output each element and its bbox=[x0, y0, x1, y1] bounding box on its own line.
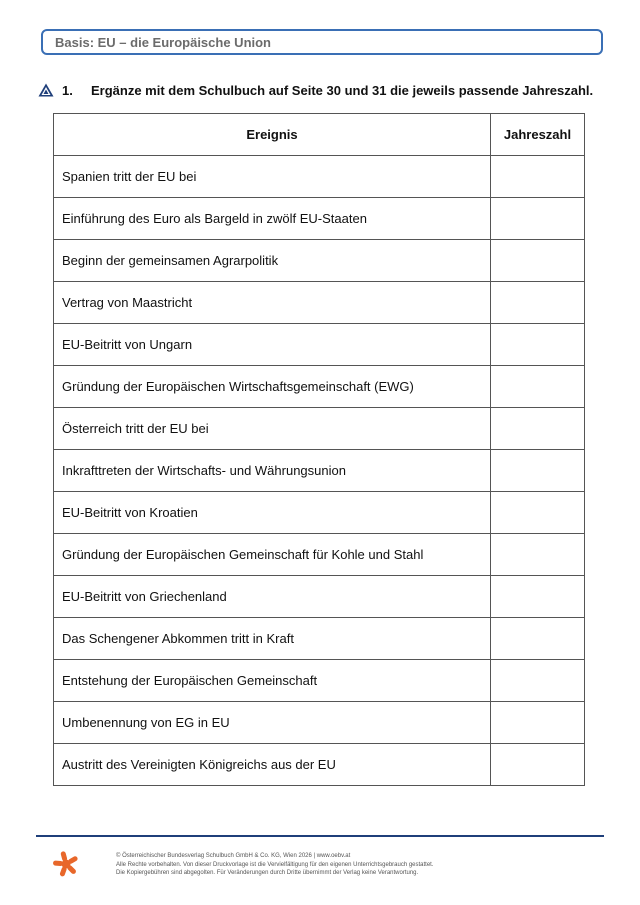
footer-line: © Österreichischer Bundesverlag Schulbuch GmbH & Co. KG, Wien 2026 | www.oebv.at bbox=[116, 853, 351, 859]
task-instruction bbox=[38, 83, 608, 101]
event-cell: Gründung der Europäischen Gemeinschaft für Kohle und Stahl bbox=[54, 534, 491, 576]
year-answer-cell[interactable] bbox=[491, 744, 585, 786]
footer-line: Die Kopiergebühren sind abgegolten. Für Veränderungen durch Dritte übernimmt der Verlag keine Verantwortung. bbox=[116, 870, 419, 876]
table-row bbox=[54, 744, 585, 786]
year-answer-cell[interactable] bbox=[491, 618, 585, 660]
year-answer-cell[interactable] bbox=[491, 324, 585, 366]
event-cell: Entstehung der Europäischen Gemeinschaft bbox=[54, 660, 491, 702]
table-row bbox=[54, 660, 585, 702]
year-answer-cell[interactable] bbox=[491, 450, 585, 492]
footer-divider bbox=[36, 835, 604, 837]
event-cell: Das Schengener Abkommen tritt in Kraft bbox=[54, 618, 491, 660]
table-row bbox=[54, 534, 585, 576]
column-header-year: Jahreszahl bbox=[491, 114, 585, 156]
year-answer-cell[interactable] bbox=[491, 282, 585, 324]
event-cell: Austritt des Vereinigten Königreichs aus der EU bbox=[54, 744, 491, 786]
event-cell: Inkrafttreten der Wirtschafts- und Währungsunion bbox=[54, 450, 491, 492]
table-row bbox=[54, 240, 585, 282]
warning-triangle-icon bbox=[38, 83, 54, 97]
table-header-row bbox=[54, 114, 585, 156]
table-row bbox=[54, 492, 585, 534]
year-answer-cell[interactable] bbox=[491, 702, 585, 744]
table-row bbox=[54, 156, 585, 198]
year-answer-cell[interactable] bbox=[491, 156, 585, 198]
event-cell: Vertrag von Maastricht bbox=[54, 282, 491, 324]
footer-copyright bbox=[116, 852, 434, 878]
table-row bbox=[54, 366, 585, 408]
event-cell: Österreich tritt der EU bei bbox=[54, 408, 491, 450]
year-answer-cell[interactable] bbox=[491, 660, 585, 702]
event-cell: Gründung der Europäischen Wirtschaftsgemeinschaft (EWG) bbox=[54, 366, 491, 408]
task-number: 1. bbox=[62, 83, 73, 98]
year-answer-cell[interactable] bbox=[491, 198, 585, 240]
year-answer-cell[interactable] bbox=[491, 492, 585, 534]
table-row bbox=[54, 576, 585, 618]
table-row bbox=[54, 282, 585, 324]
year-answer-cell[interactable] bbox=[491, 534, 585, 576]
worksheet-title: Basis: EU – die Europäische Union bbox=[55, 35, 271, 50]
table-row bbox=[54, 198, 585, 240]
event-cell: Beginn der gemeinsamen Agrarpolitik bbox=[54, 240, 491, 282]
year-answer-cell[interactable] bbox=[491, 408, 585, 450]
event-cell: EU-Beitritt von Ungarn bbox=[54, 324, 491, 366]
event-cell: EU-Beitritt von Griechenland bbox=[54, 576, 491, 618]
event-cell: Einführung des Euro als Bargeld in zwölf EU-Staaten bbox=[54, 198, 491, 240]
worksheet-header bbox=[41, 29, 603, 55]
year-answer-cell[interactable] bbox=[491, 366, 585, 408]
table-row bbox=[54, 408, 585, 450]
column-header-event: Ereignis bbox=[54, 114, 491, 156]
events-table bbox=[53, 113, 585, 786]
event-cell: EU-Beitritt von Kroatien bbox=[54, 492, 491, 534]
table-row bbox=[54, 450, 585, 492]
table-row bbox=[54, 324, 585, 366]
oebv-logo bbox=[52, 850, 80, 878]
year-answer-cell[interactable] bbox=[491, 576, 585, 618]
footer-line: Alle Rechte vorbehalten. Von dieser Druckvorlage ist die Vervielfältigung für den eigenen Unterrichtsgebrauch gestattet. bbox=[116, 861, 434, 868]
task-text: Ergänze mit dem Schulbuch auf Seite 30 und 31 die jeweils passende Jahreszahl. bbox=[91, 83, 594, 98]
table-row bbox=[54, 702, 585, 744]
table-row bbox=[54, 618, 585, 660]
year-answer-cell[interactable] bbox=[491, 240, 585, 282]
event-cell: Umbenennung von EG in EU bbox=[54, 702, 491, 744]
event-cell: Spanien tritt der EU bei bbox=[54, 156, 491, 198]
